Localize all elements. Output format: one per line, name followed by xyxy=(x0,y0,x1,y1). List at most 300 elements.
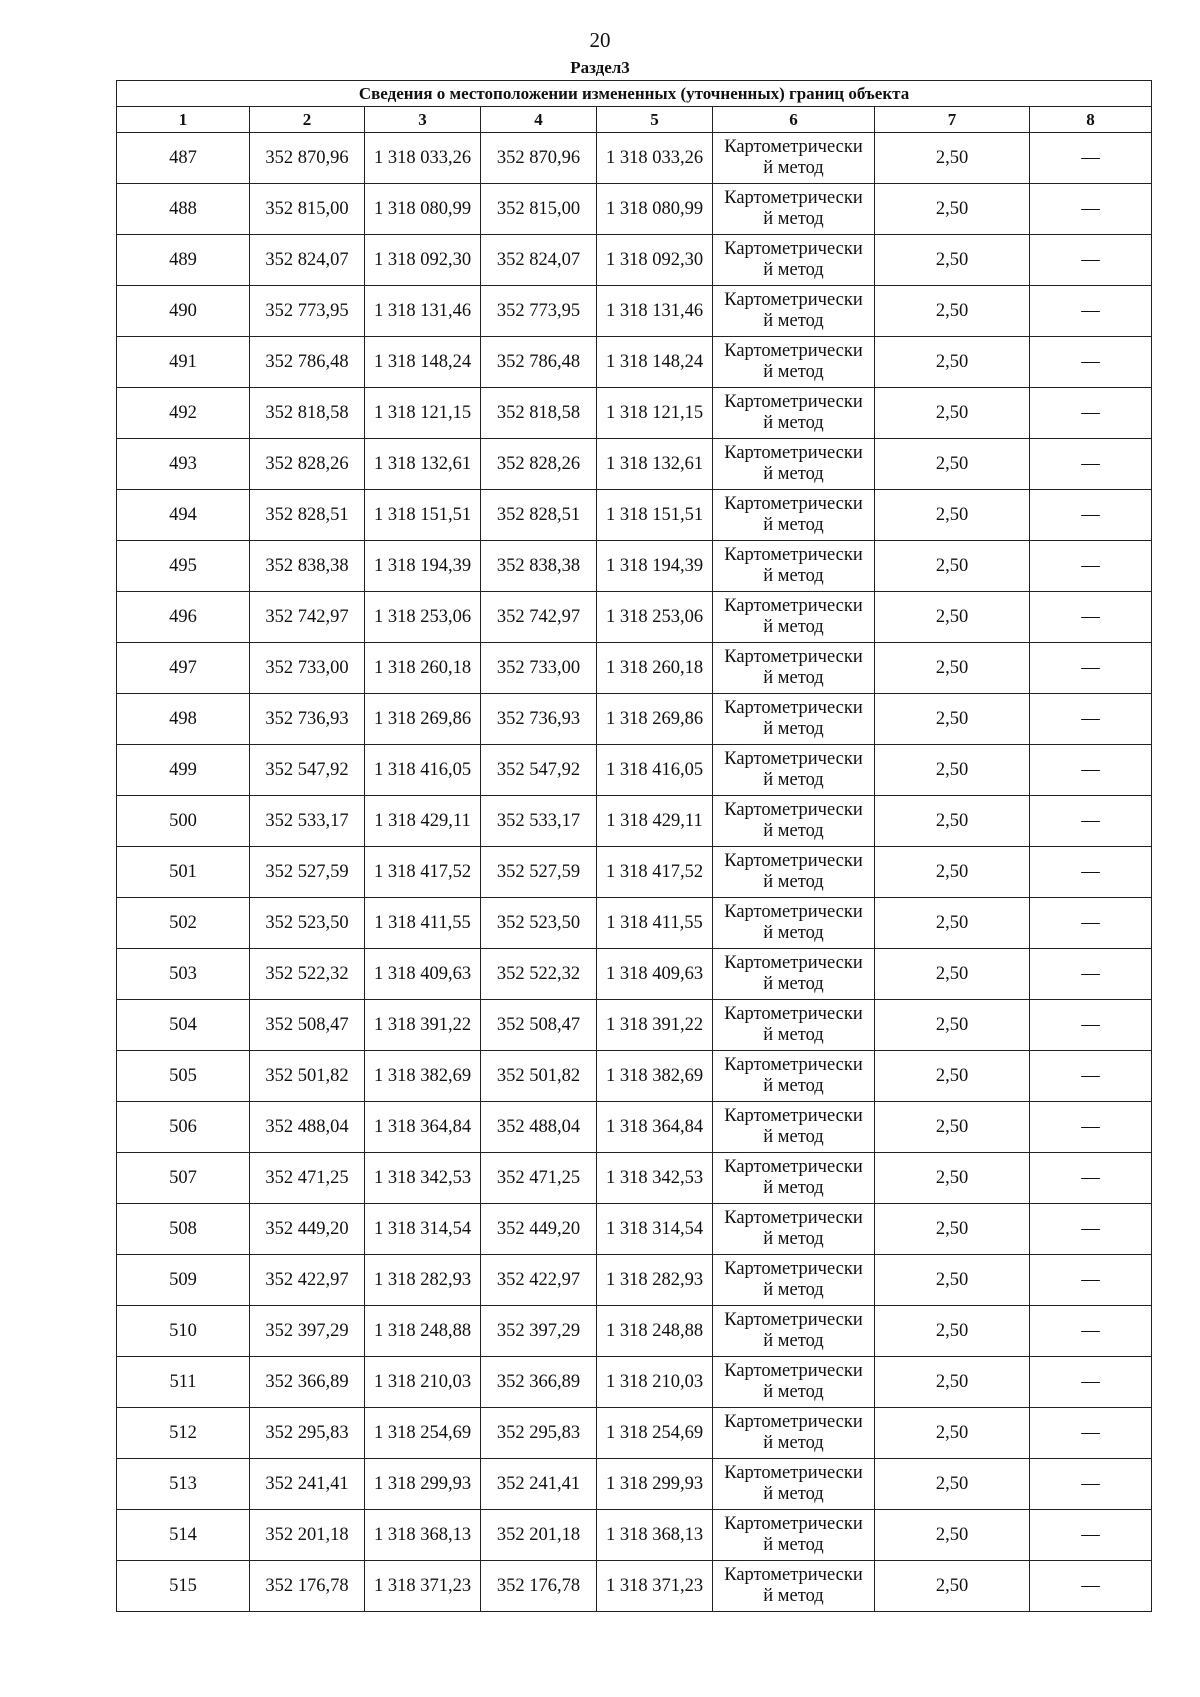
accuracy-cell: 2,50 xyxy=(875,1153,1030,1204)
table-row xyxy=(117,745,1152,796)
x-new-cell: 352 508,47 xyxy=(481,1000,597,1051)
method-cell xyxy=(713,592,875,643)
column-number: 1 xyxy=(117,107,250,133)
table-row xyxy=(117,541,1152,592)
description-cell: — xyxy=(1030,439,1152,490)
table-row xyxy=(117,592,1152,643)
accuracy-cell: 2,50 xyxy=(875,949,1030,1000)
x-new-cell: 352 422,97 xyxy=(481,1255,597,1306)
x-existing-cell: 352 824,07 xyxy=(250,235,365,286)
point-number-cell: 505 xyxy=(117,1051,250,1102)
table-row xyxy=(117,490,1152,541)
table-row xyxy=(117,133,1152,184)
point-number-cell: 507 xyxy=(117,1153,250,1204)
x-new-cell: 352 773,95 xyxy=(481,286,597,337)
y-new-cell: 1 318 131,46 xyxy=(597,286,713,337)
x-new-cell: 352 742,97 xyxy=(481,592,597,643)
point-number-cell: 497 xyxy=(117,643,250,694)
x-new-cell: 352 838,38 xyxy=(481,541,597,592)
x-existing-cell: 352 295,83 xyxy=(250,1408,365,1459)
method-text-line: й метод xyxy=(763,1382,824,1402)
x-existing-cell: 352 733,00 xyxy=(250,643,365,694)
y-existing-cell: 1 318 342,53 xyxy=(365,1153,481,1204)
x-new-cell: 352 471,25 xyxy=(481,1153,597,1204)
y-existing-cell: 1 318 411,55 xyxy=(365,898,481,949)
x-existing-cell: 352 366,89 xyxy=(250,1357,365,1408)
y-existing-cell: 1 318 391,22 xyxy=(365,1000,481,1051)
point-number-cell: 510 xyxy=(117,1306,250,1357)
y-existing-cell: 1 318 080,99 xyxy=(365,184,481,235)
method-cell xyxy=(713,133,875,184)
table-row xyxy=(117,1408,1152,1459)
table-row xyxy=(117,847,1152,898)
accuracy-cell: 2,50 xyxy=(875,1510,1030,1561)
y-existing-cell: 1 318 121,15 xyxy=(365,388,481,439)
method-cell xyxy=(713,184,875,235)
y-existing-cell: 1 318 131,46 xyxy=(365,286,481,337)
method-cell xyxy=(713,1561,875,1612)
method-text-line: й метод xyxy=(763,974,824,994)
y-existing-cell: 1 318 416,05 xyxy=(365,745,481,796)
accuracy-cell: 2,50 xyxy=(875,694,1030,745)
y-new-cell: 1 318 364,84 xyxy=(597,1102,713,1153)
method-text-line: Картометрически xyxy=(724,647,863,667)
x-new-cell: 352 295,83 xyxy=(481,1408,597,1459)
x-new-cell: 352 527,59 xyxy=(481,847,597,898)
y-existing-cell: 1 318 364,84 xyxy=(365,1102,481,1153)
y-existing-cell: 1 318 314,54 xyxy=(365,1204,481,1255)
description-cell: — xyxy=(1030,541,1152,592)
x-existing-cell: 352 870,96 xyxy=(250,133,365,184)
method-text-line: й метод xyxy=(763,566,824,586)
y-existing-cell: 1 318 092,30 xyxy=(365,235,481,286)
table-row xyxy=(117,184,1152,235)
y-new-cell: 1 318 282,93 xyxy=(597,1255,713,1306)
accuracy-cell: 2,50 xyxy=(875,235,1030,286)
method-text-line: Картометрически xyxy=(724,1157,863,1177)
table-body xyxy=(117,133,1152,1612)
method-cell xyxy=(713,847,875,898)
point-number-cell: 502 xyxy=(117,898,250,949)
table-row xyxy=(117,388,1152,439)
description-cell: — xyxy=(1030,286,1152,337)
y-new-cell: 1 318 342,53 xyxy=(597,1153,713,1204)
point-number-cell: 508 xyxy=(117,1204,250,1255)
method-text-line: й метод xyxy=(763,464,824,484)
description-cell: — xyxy=(1030,949,1152,1000)
y-new-cell: 1 318 151,51 xyxy=(597,490,713,541)
method-text-line: й метод xyxy=(763,1433,824,1453)
method-text-line: Картометрически xyxy=(724,239,863,259)
table-row xyxy=(117,1000,1152,1051)
accuracy-cell: 2,50 xyxy=(875,796,1030,847)
method-text-line: й метод xyxy=(763,1280,824,1300)
y-existing-cell: 1 318 371,23 xyxy=(365,1561,481,1612)
accuracy-cell: 2,50 xyxy=(875,847,1030,898)
accuracy-cell: 2,50 xyxy=(875,541,1030,592)
method-cell xyxy=(713,1051,875,1102)
accuracy-cell: 2,50 xyxy=(875,490,1030,541)
method-text-line: й метод xyxy=(763,1331,824,1351)
y-new-cell: 1 318 314,54 xyxy=(597,1204,713,1255)
y-new-cell: 1 318 391,22 xyxy=(597,1000,713,1051)
method-cell xyxy=(713,235,875,286)
x-new-cell: 352 241,41 xyxy=(481,1459,597,1510)
x-existing-cell: 352 488,04 xyxy=(250,1102,365,1153)
x-new-cell: 352 449,20 xyxy=(481,1204,597,1255)
method-text-line: Картометрически xyxy=(724,749,863,769)
method-cell xyxy=(713,898,875,949)
description-cell: — xyxy=(1030,1000,1152,1051)
point-number-cell: 489 xyxy=(117,235,250,286)
y-new-cell: 1 318 371,23 xyxy=(597,1561,713,1612)
point-number-cell: 512 xyxy=(117,1408,250,1459)
x-existing-cell: 352 828,51 xyxy=(250,490,365,541)
x-new-cell: 352 522,32 xyxy=(481,949,597,1000)
y-existing-cell: 1 318 260,18 xyxy=(365,643,481,694)
method-text-line: Картометрически xyxy=(724,698,863,718)
method-text-line: Картометрически xyxy=(724,1106,863,1126)
description-cell: — xyxy=(1030,490,1152,541)
y-existing-cell: 1 318 210,03 xyxy=(365,1357,481,1408)
point-number-cell: 487 xyxy=(117,133,250,184)
description-cell: — xyxy=(1030,1102,1152,1153)
accuracy-cell: 2,50 xyxy=(875,745,1030,796)
description-cell: — xyxy=(1030,1153,1152,1204)
y-new-cell: 1 318 254,69 xyxy=(597,1408,713,1459)
table-row xyxy=(117,1510,1152,1561)
method-text-line: Картометрически xyxy=(724,188,863,208)
x-new-cell: 352 870,96 xyxy=(481,133,597,184)
accuracy-cell: 2,50 xyxy=(875,337,1030,388)
x-new-cell: 352 733,00 xyxy=(481,643,597,694)
accuracy-cell: 2,50 xyxy=(875,592,1030,643)
y-existing-cell: 1 318 282,93 xyxy=(365,1255,481,1306)
x-new-cell: 352 824,07 xyxy=(481,235,597,286)
y-existing-cell: 1 318 299,93 xyxy=(365,1459,481,1510)
method-text-line: Картометрически xyxy=(724,1004,863,1024)
x-existing-cell: 352 742,97 xyxy=(250,592,365,643)
method-text-line: Картометрически xyxy=(724,851,863,871)
accuracy-cell: 2,50 xyxy=(875,1408,1030,1459)
y-new-cell: 1 318 299,93 xyxy=(597,1459,713,1510)
y-existing-cell: 1 318 382,69 xyxy=(365,1051,481,1102)
method-text-line: й метод xyxy=(763,872,824,892)
method-cell xyxy=(713,541,875,592)
point-number-cell: 495 xyxy=(117,541,250,592)
description-cell: — xyxy=(1030,1459,1152,1510)
x-new-cell: 352 815,00 xyxy=(481,184,597,235)
method-text-line: й метод xyxy=(763,617,824,637)
y-new-cell: 1 318 409,63 xyxy=(597,949,713,1000)
y-existing-cell: 1 318 368,13 xyxy=(365,1510,481,1561)
y-new-cell: 1 318 269,86 xyxy=(597,694,713,745)
description-cell: — xyxy=(1030,745,1152,796)
description-cell: — xyxy=(1030,133,1152,184)
table-row xyxy=(117,643,1152,694)
description-cell: — xyxy=(1030,796,1152,847)
method-text-line: Картометрически xyxy=(724,1463,863,1483)
x-existing-cell: 352 527,59 xyxy=(250,847,365,898)
method-text-line: й метод xyxy=(763,1229,824,1249)
method-text-line: й метод xyxy=(763,1484,824,1504)
method-text-line: Картометрически xyxy=(724,902,863,922)
column-number: 4 xyxy=(481,107,597,133)
method-text-line: Картометрически xyxy=(724,494,863,514)
method-text-line: Картометрически xyxy=(724,545,863,565)
method-text-line: й метод xyxy=(763,770,824,790)
point-number-cell: 488 xyxy=(117,184,250,235)
table-row xyxy=(117,796,1152,847)
y-new-cell: 1 318 260,18 xyxy=(597,643,713,694)
x-existing-cell: 352 773,95 xyxy=(250,286,365,337)
method-text-line: й метод xyxy=(763,1586,824,1606)
column-number: 2 xyxy=(250,107,365,133)
y-new-cell: 1 318 121,15 xyxy=(597,388,713,439)
x-new-cell: 352 501,82 xyxy=(481,1051,597,1102)
x-existing-cell: 352 422,97 xyxy=(250,1255,365,1306)
table-row xyxy=(117,337,1152,388)
method-cell xyxy=(713,643,875,694)
method-text-line: й метод xyxy=(763,668,824,688)
table-row xyxy=(117,439,1152,490)
table-row xyxy=(117,1306,1152,1357)
x-new-cell: 352 488,04 xyxy=(481,1102,597,1153)
point-number-cell: 499 xyxy=(117,745,250,796)
y-new-cell: 1 318 368,13 xyxy=(597,1510,713,1561)
x-new-cell: 352 547,92 xyxy=(481,745,597,796)
y-new-cell: 1 318 248,88 xyxy=(597,1306,713,1357)
table-caption: Сведения о местоположении измененных (уточненных) границ объекта xyxy=(117,81,1152,107)
y-existing-cell: 1 318 409,63 xyxy=(365,949,481,1000)
x-new-cell: 352 828,26 xyxy=(481,439,597,490)
accuracy-cell: 2,50 xyxy=(875,439,1030,490)
method-cell xyxy=(713,337,875,388)
accuracy-cell: 2,50 xyxy=(875,1255,1030,1306)
x-new-cell: 352 786,48 xyxy=(481,337,597,388)
method-cell xyxy=(713,1408,875,1459)
column-number: 6 xyxy=(713,107,875,133)
y-existing-cell: 1 318 148,24 xyxy=(365,337,481,388)
y-new-cell: 1 318 194,39 xyxy=(597,541,713,592)
description-cell: — xyxy=(1030,643,1152,694)
table-row xyxy=(117,694,1152,745)
method-text-line: й метод xyxy=(763,719,824,739)
table-row xyxy=(117,949,1152,1000)
y-new-cell: 1 318 210,03 xyxy=(597,1357,713,1408)
method-cell xyxy=(713,1102,875,1153)
description-cell: — xyxy=(1030,1510,1152,1561)
accuracy-cell: 2,50 xyxy=(875,1306,1030,1357)
table-row xyxy=(117,235,1152,286)
y-new-cell: 1 318 253,06 xyxy=(597,592,713,643)
description-cell: — xyxy=(1030,388,1152,439)
column-number: 5 xyxy=(597,107,713,133)
x-existing-cell: 352 815,00 xyxy=(250,184,365,235)
y-new-cell: 1 318 148,24 xyxy=(597,337,713,388)
x-existing-cell: 352 501,82 xyxy=(250,1051,365,1102)
x-existing-cell: 352 449,20 xyxy=(250,1204,365,1255)
x-existing-cell: 352 176,78 xyxy=(250,1561,365,1612)
y-existing-cell: 1 318 248,88 xyxy=(365,1306,481,1357)
method-text-line: й метод xyxy=(763,260,824,280)
description-cell: — xyxy=(1030,694,1152,745)
y-new-cell: 1 318 416,05 xyxy=(597,745,713,796)
x-existing-cell: 352 522,32 xyxy=(250,949,365,1000)
y-new-cell: 1 318 132,61 xyxy=(597,439,713,490)
method-cell xyxy=(713,694,875,745)
method-text-line: й метод xyxy=(763,158,824,178)
y-new-cell: 1 318 092,30 xyxy=(597,235,713,286)
point-number-cell: 498 xyxy=(117,694,250,745)
point-number-cell: 500 xyxy=(117,796,250,847)
table-row xyxy=(117,1255,1152,1306)
y-new-cell: 1 318 411,55 xyxy=(597,898,713,949)
description-cell: — xyxy=(1030,1306,1152,1357)
method-text-line: й метод xyxy=(763,1025,824,1045)
x-new-cell: 352 176,78 xyxy=(481,1561,597,1612)
method-cell xyxy=(713,949,875,1000)
point-number-cell: 493 xyxy=(117,439,250,490)
method-cell xyxy=(713,286,875,337)
y-existing-cell: 1 318 033,26 xyxy=(365,133,481,184)
description-cell: — xyxy=(1030,1357,1152,1408)
method-cell xyxy=(713,1000,875,1051)
description-cell: — xyxy=(1030,898,1152,949)
y-existing-cell: 1 318 194,39 xyxy=(365,541,481,592)
table-row xyxy=(117,1561,1152,1612)
accuracy-cell: 2,50 xyxy=(875,184,1030,235)
method-text-line: Картометрически xyxy=(724,1310,863,1330)
description-cell: — xyxy=(1030,1561,1152,1612)
y-new-cell: 1 318 080,99 xyxy=(597,184,713,235)
description-cell: — xyxy=(1030,592,1152,643)
accuracy-cell: 2,50 xyxy=(875,1357,1030,1408)
point-number-cell: 491 xyxy=(117,337,250,388)
x-existing-cell: 352 471,25 xyxy=(250,1153,365,1204)
accuracy-cell: 2,50 xyxy=(875,1102,1030,1153)
x-new-cell: 352 397,29 xyxy=(481,1306,597,1357)
description-cell: — xyxy=(1030,1255,1152,1306)
x-new-cell: 352 523,50 xyxy=(481,898,597,949)
accuracy-cell: 2,50 xyxy=(875,898,1030,949)
method-text-line: й метод xyxy=(763,311,824,331)
method-text-line: Картометрически xyxy=(724,137,863,157)
method-text-line: й метод xyxy=(763,413,824,433)
point-number-cell: 513 xyxy=(117,1459,250,1510)
method-text-line: Картометрически xyxy=(724,443,863,463)
method-text-line: й метод xyxy=(763,1076,824,1096)
method-cell xyxy=(713,1510,875,1561)
table-row xyxy=(117,1459,1152,1510)
method-text-line: Картометрически xyxy=(724,1565,863,1585)
accuracy-cell: 2,50 xyxy=(875,286,1030,337)
y-new-cell: 1 318 417,52 xyxy=(597,847,713,898)
y-existing-cell: 1 318 151,51 xyxy=(365,490,481,541)
method-text-line: й метод xyxy=(763,1178,824,1198)
method-cell xyxy=(713,490,875,541)
description-cell: — xyxy=(1030,235,1152,286)
description-cell: — xyxy=(1030,337,1152,388)
table-row xyxy=(117,1357,1152,1408)
point-number-cell: 501 xyxy=(117,847,250,898)
accuracy-cell: 2,50 xyxy=(875,1459,1030,1510)
x-new-cell: 352 201,18 xyxy=(481,1510,597,1561)
x-existing-cell: 352 533,17 xyxy=(250,796,365,847)
method-cell xyxy=(713,388,875,439)
method-text-line: Картометрически xyxy=(724,596,863,616)
table-row xyxy=(117,1204,1152,1255)
table-row xyxy=(117,286,1152,337)
y-existing-cell: 1 318 417,52 xyxy=(365,847,481,898)
method-text-line: й метод xyxy=(763,923,824,943)
column-number: 7 xyxy=(875,107,1030,133)
method-text-line: й метод xyxy=(763,515,824,535)
description-cell: — xyxy=(1030,1051,1152,1102)
description-cell: — xyxy=(1030,1204,1152,1255)
method-cell xyxy=(713,1306,875,1357)
point-number-cell: 509 xyxy=(117,1255,250,1306)
x-existing-cell: 352 523,50 xyxy=(250,898,365,949)
method-text-line: Картометрически xyxy=(724,341,863,361)
method-text-line: Картометрически xyxy=(724,1412,863,1432)
accuracy-cell: 2,50 xyxy=(875,388,1030,439)
method-text-line: Картометрически xyxy=(724,1514,863,1534)
x-existing-cell: 352 241,41 xyxy=(250,1459,365,1510)
y-existing-cell: 1 318 253,06 xyxy=(365,592,481,643)
y-existing-cell: 1 318 254,69 xyxy=(365,1408,481,1459)
y-new-cell: 1 318 429,11 xyxy=(597,796,713,847)
x-existing-cell: 352 786,48 xyxy=(250,337,365,388)
x-new-cell: 352 736,93 xyxy=(481,694,597,745)
x-new-cell: 352 828,51 xyxy=(481,490,597,541)
point-number-cell: 490 xyxy=(117,286,250,337)
method-text-line: Картометрически xyxy=(724,800,863,820)
table-row xyxy=(117,1102,1152,1153)
method-cell xyxy=(713,1153,875,1204)
accuracy-cell: 2,50 xyxy=(875,1000,1030,1051)
method-cell xyxy=(713,1459,875,1510)
method-text-line: й метод xyxy=(763,209,824,229)
x-new-cell: 352 818,58 xyxy=(481,388,597,439)
point-number-cell: 511 xyxy=(117,1357,250,1408)
accuracy-cell: 2,50 xyxy=(875,133,1030,184)
point-number-cell: 503 xyxy=(117,949,250,1000)
y-existing-cell: 1 318 429,11 xyxy=(365,796,481,847)
point-number-cell: 514 xyxy=(117,1510,250,1561)
point-number-cell: 506 xyxy=(117,1102,250,1153)
method-text-line: й метод xyxy=(763,1535,824,1555)
method-cell xyxy=(713,796,875,847)
x-existing-cell: 352 201,18 xyxy=(250,1510,365,1561)
method-cell xyxy=(713,745,875,796)
method-cell xyxy=(713,1255,875,1306)
section-label: Раздел3 xyxy=(570,58,630,77)
description-cell: — xyxy=(1030,1408,1152,1459)
point-number-cell: 504 xyxy=(117,1000,250,1051)
accuracy-cell: 2,50 xyxy=(875,1204,1030,1255)
method-text-line: Картометрически xyxy=(724,1361,863,1381)
x-existing-cell: 352 838,38 xyxy=(250,541,365,592)
x-new-cell: 352 533,17 xyxy=(481,796,597,847)
x-existing-cell: 352 508,47 xyxy=(250,1000,365,1051)
column-number: 3 xyxy=(365,107,481,133)
method-text-line: й метод xyxy=(763,821,824,841)
method-text-line: Картометрически xyxy=(724,392,863,412)
method-text-line: Картометрически xyxy=(724,953,863,973)
description-cell: — xyxy=(1030,847,1152,898)
x-existing-cell: 352 818,58 xyxy=(250,388,365,439)
